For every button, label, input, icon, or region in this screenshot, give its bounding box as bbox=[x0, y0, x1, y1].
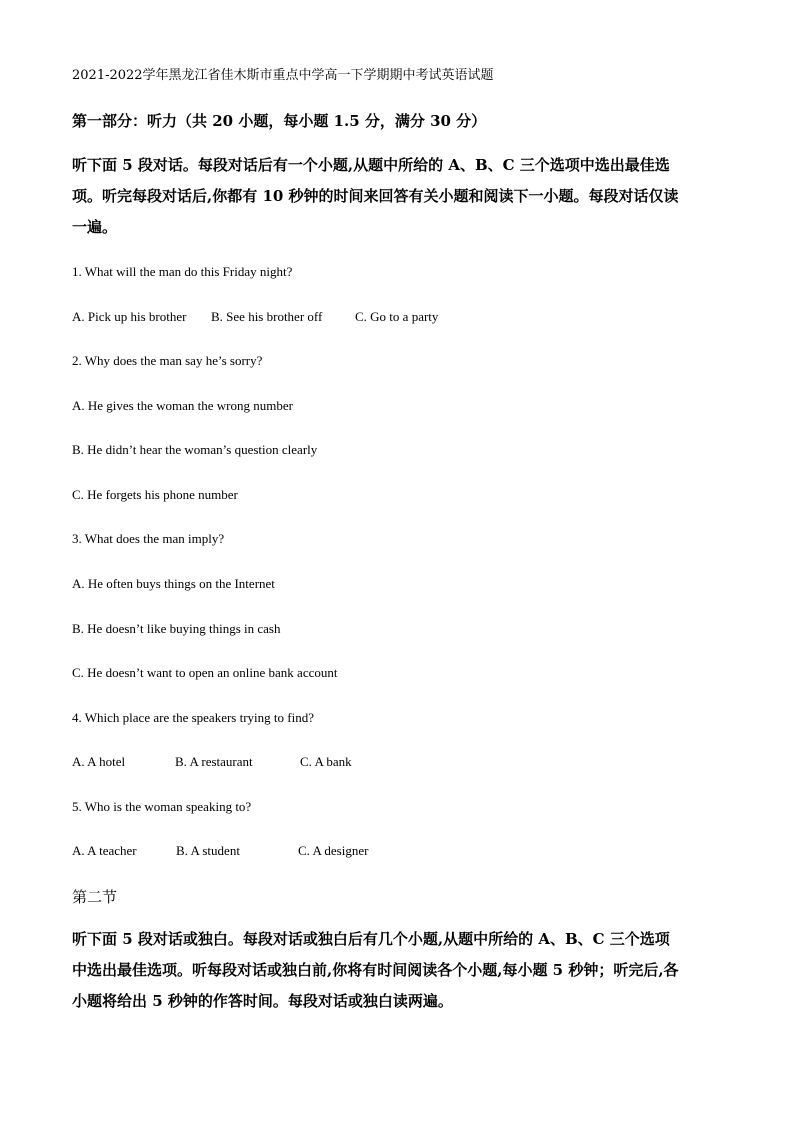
option-b: B. A student bbox=[176, 843, 240, 858]
option-b: B. A restaurant bbox=[175, 754, 253, 769]
question-stem-4: 4. Which place are the speakers trying to find? bbox=[72, 710, 314, 725]
question-option-2c: C. He forgets his phone number bbox=[72, 487, 238, 502]
part1-heading: 第一部分：听力（共 20 小题，每小题 1.5 分，满分 30 分） bbox=[72, 112, 487, 130]
option-a: A. Pick up his brother bbox=[72, 309, 187, 324]
option-c: C. Go to a party bbox=[355, 309, 439, 324]
option-a: A. A hotel bbox=[72, 754, 126, 769]
question-option-3c: C. He doesn’t want to open an online bank account bbox=[72, 665, 338, 680]
section2-heading: 第二节 bbox=[72, 888, 118, 906]
section1-instructions bbox=[72, 150, 724, 243]
question-stem-5: 5. Who is the woman speaking to? bbox=[72, 799, 252, 814]
question-stem-2: 2. Why does the man say he’s sorry? bbox=[72, 353, 263, 368]
instruction-line: 小题将给出 5 秒钟的作答时间。每段对话或独白读两遍。 bbox=[72, 992, 453, 1010]
question-option-2a: A. He gives the woman the wrong number bbox=[72, 398, 293, 413]
question-stem-1: 1. What will the man do this Friday night? bbox=[72, 264, 293, 279]
question-option-3a: A. He often buys things on the Internet bbox=[72, 576, 275, 591]
instruction-line: 听下面 5 段对话。每段对话后有一个小题,从题中所给的 A、B、C 三个选项中选出最佳选 bbox=[72, 156, 670, 174]
section2-instructions bbox=[72, 924, 724, 1017]
question-option-3b: B. He doesn’t like buying things in cash bbox=[72, 621, 281, 636]
instruction-line: 中选出最佳选项。听每段对话或独白前,你将有时间阅读各个小题,每小题 5 秒钟；听完后,各 bbox=[72, 961, 679, 979]
instruction-line: 听下面 5 段对话或独白。每段对话或独白后有几个小题,从题中所给的 A、B、C 三个选项 bbox=[72, 930, 670, 948]
question-stem-3: 3. What does the man imply? bbox=[72, 531, 225, 546]
instruction-line: 项。听完每段对话后,你都有 10 秒钟的时间来回答有关小题和阅读下一小题。每段对话仅读 bbox=[72, 187, 679, 205]
option-a: A. A teacher bbox=[72, 843, 137, 858]
option-c: C. A bank bbox=[300, 754, 352, 769]
option-b: B. See his brother off bbox=[211, 309, 323, 324]
document-title: 2021-2022学年黑龙江省佳木斯市重点中学高一下学期期中考试英语试题 bbox=[72, 68, 494, 83]
question-option-2b: B. He didn’t hear the woman’s question clearly bbox=[72, 442, 318, 457]
option-c: C. A designer bbox=[298, 843, 369, 858]
instruction-line: 一遍。 bbox=[72, 218, 118, 236]
